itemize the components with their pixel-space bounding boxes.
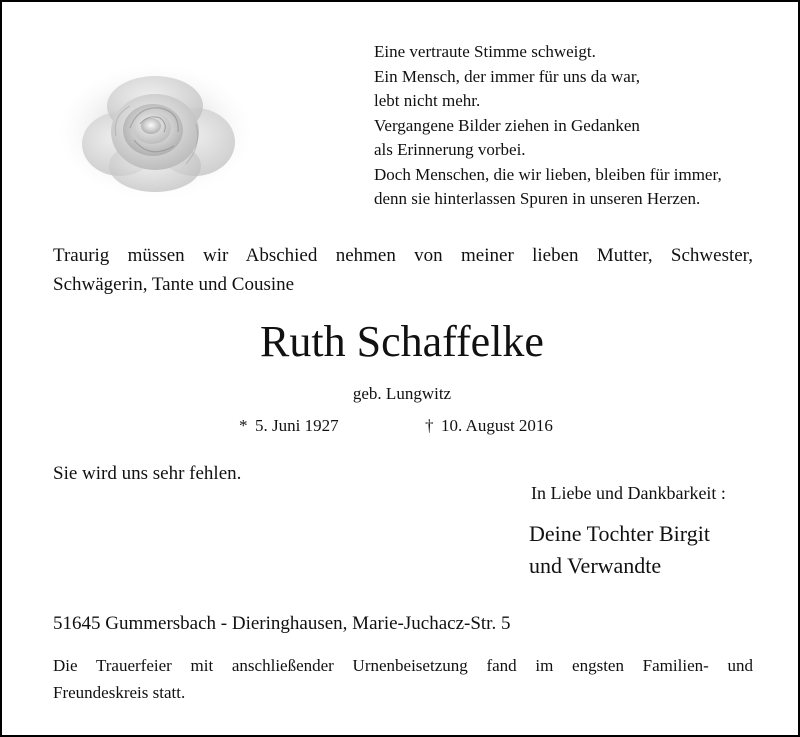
mourner-line: und Verwandte [529, 553, 662, 578]
poem-line: Vergangene Bilder ziehen in Gedanken [374, 115, 640, 135]
ceremony-line: Freundeskreis statt. [53, 683, 186, 702]
death-date: 10. August 2016 [441, 416, 553, 435]
mourner-line: Deine Tochter Birgit [529, 521, 710, 546]
birth-name: geb. Lungwitz [352, 384, 452, 403]
ceremony-note [53, 652, 753, 706]
poem-line: Ein Mensch, der immer für uns da war, [374, 66, 641, 86]
rose-image [60, 66, 250, 198]
poem-line: Eine vertraute Stimme schweigt. [374, 42, 596, 61]
deceased-name: Ruth Schaffelke [260, 317, 544, 366]
ceremony-line: Die Trauerfeier mit anschließender Urnenbeisetzung fand im engsten Familien- und [53, 656, 753, 675]
intro-text [53, 242, 753, 299]
intro-line: Schwägerin, Tante und Cousine [53, 273, 295, 295]
poem-line: als Erinnerung vorbei. [374, 140, 526, 159]
poem-line: lebt nicht mehr. [374, 91, 481, 110]
birth-star-icon: * [239, 416, 248, 435]
death-date-line [425, 414, 553, 438]
intro-line: Traurig müssen wir Abschied nehmen von meiner lieben Mutter, Schwester, [53, 245, 753, 266]
poem [374, 40, 774, 212]
birth-date: 5. Juni 1927 [255, 416, 339, 435]
poem-line: denn sie hinterlassen Spuren in unseren Herzen. [374, 189, 701, 208]
death-cross-icon: † [425, 416, 434, 435]
poem-line: Doch Menschen, die wir lieben, bleiben für immer, [374, 164, 722, 184]
missed-text: Sie wird uns sehr fehlen. [53, 463, 242, 484]
thanks-text: In Liebe und Dankbarkeit : [531, 483, 726, 503]
mourners [529, 518, 710, 582]
address: 51645 Gummersbach - Dieringhausen, Marie-Juchacz-Str. 5 [53, 613, 511, 634]
birth-date-line [239, 414, 339, 438]
